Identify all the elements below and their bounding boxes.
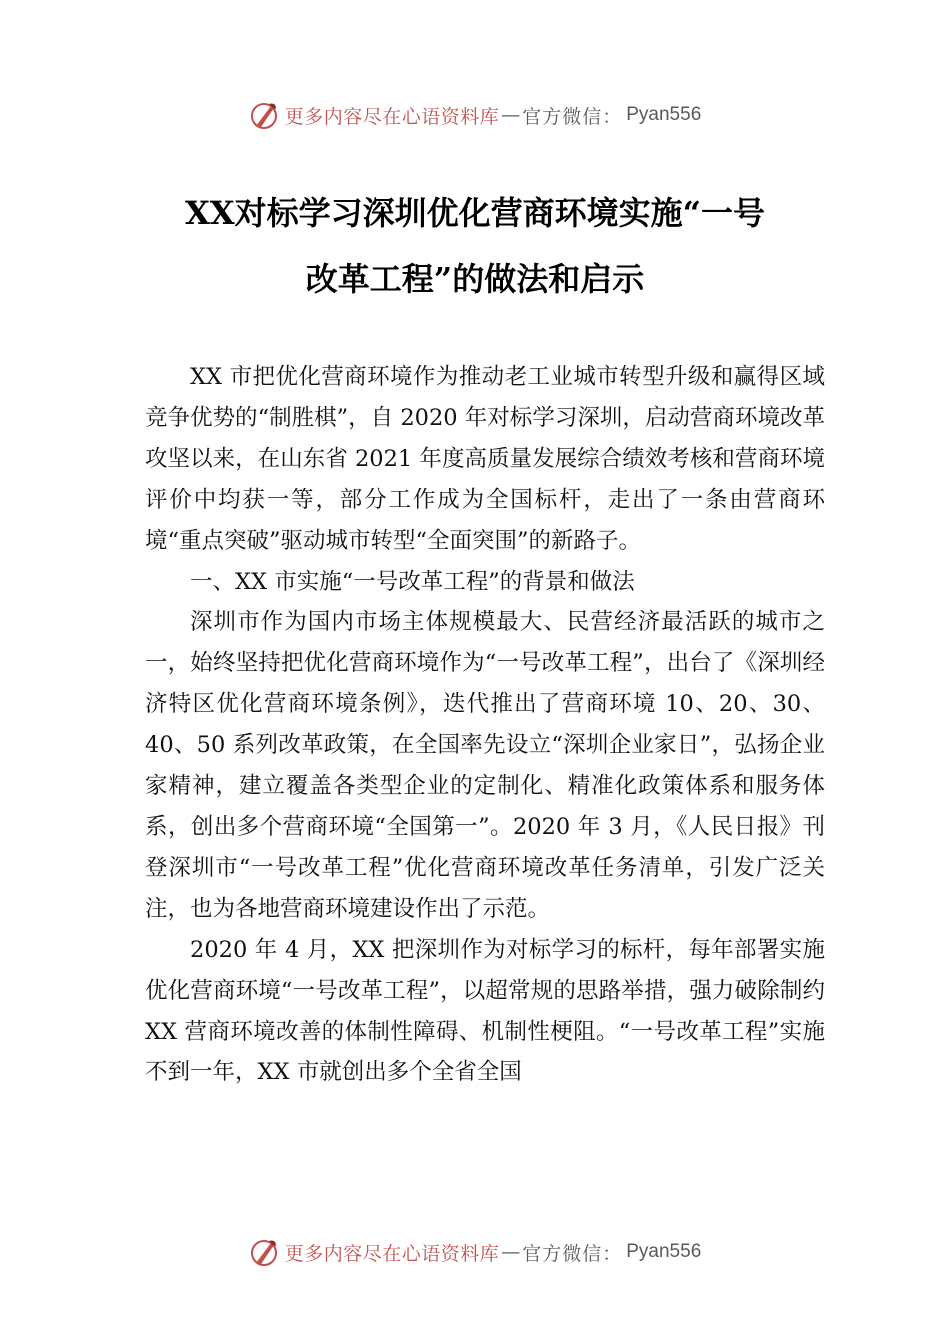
watermark-separator: — [501, 1241, 521, 1263]
watermark-text: 更多内容尽在心语资料库 [284, 105, 500, 128]
title-line-1: XX对标学习深圳优化营商环境实施“一号 [184, 194, 766, 232]
document-body [145, 357, 825, 1093]
title-line-2: 改革工程”的做法和启示 [305, 260, 645, 298]
footer-watermark [0, 1232, 950, 1272]
section-heading-1: 一、XX 市实施“一号改革工程”的背景和做法 [190, 568, 635, 595]
watermark-official-label: 官方微信： [522, 105, 623, 128]
quill-pen-circle-icon [249, 100, 279, 130]
watermark-official-label: 官方微信： [522, 1242, 623, 1265]
watermark-separator: — [501, 104, 521, 126]
watermark-wechat-id: Pyan556 [626, 1241, 702, 1262]
document-title [0, 180, 950, 312]
watermark-wechat-id: Pyan556 [626, 104, 702, 125]
paragraph-xx-2020: 2020 年 4 月，XX 把深圳作为对标学习的标杆，每年部署实施优化营商环境“一号改革工程”，以超常规的思路举措，强力破除制约 XX 营商环境改善的体制性障碍、机制性梗阻。“一号改革工程”实施不到一年，XX 市就创出多个全省全国 [145, 936, 825, 1086]
watermark-text: 更多内容尽在心语资料库 [284, 1242, 500, 1265]
paragraph-intro: XX 市把优化营商环境作为推动老工业城市转型升级和赢得区域竞争优势的“制胜棋”，自 2020 年对标学习深圳，启动营商环境改革攻坚以来，在山东省 2021 年度高质量发展综合绩效考核和营商环境评价中均获一等，部分工作成为全国标杆，走出了一条由营商环境“重点突破”驱动城市转型“全面突围”的新路子。 [145, 364, 825, 554]
quill-pen-circle-icon [249, 1237, 279, 1267]
paragraph-shenzhen: 深圳市作为国内市场主体规模最大、民营经济最活跃的城市之一，始终坚持把优化营商环境作为“一号改革工程”，出台了《深圳经济特区优化营商环境条例》，迭代推出了营商环境 10、20、30、40、50 系列改革政策，在全国率先设立“深圳企业家日”，弘扬企业家精神，建立覆盖各类型企业的定制化、精准化政策体系和服务体系，创出多个营商环境“全国第一”。2020 年 3 月，《人民日报》刊登深圳市“一号改革工程”优化营商环境改革任务清单，引发广泛关注，也为各地营商环境建设作出了示范。 [145, 609, 825, 922]
header-watermark [0, 95, 950, 135]
